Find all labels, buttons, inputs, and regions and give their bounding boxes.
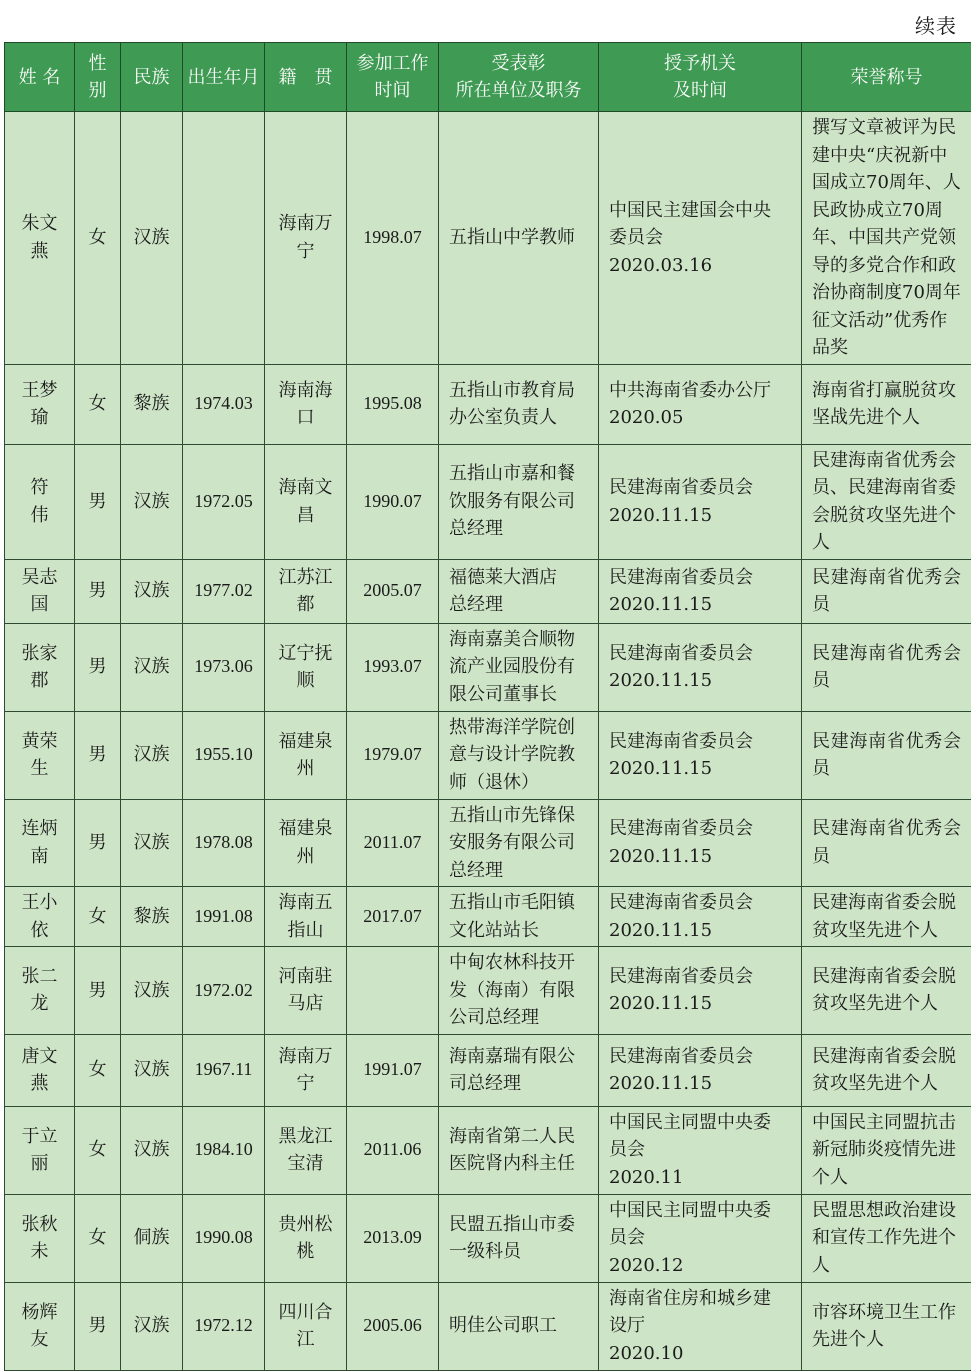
cell-line: 设厅 (609, 1315, 645, 1337)
cell-native-place: 河南驻马店 (265, 947, 347, 1035)
cell-line: 海南嘉美合顺物 (449, 628, 575, 650)
cell-authority (599, 1282, 802, 1370)
cell-authority (599, 1106, 802, 1194)
cell-line: 2020.11.15 (609, 919, 713, 941)
cell-line: 师（退休） (449, 771, 539, 793)
cell-line: 民建海南省委员会 (609, 965, 753, 987)
cell-ethnicity: 汉族 (121, 623, 183, 711)
cell-work-start: 2017.07 (347, 887, 439, 947)
cell-gender: 男 (75, 559, 121, 623)
cell-line: 民盟思想政治建设 (812, 1199, 956, 1221)
table-row (5, 887, 971, 947)
cell-birth: 1972.05 (183, 444, 265, 559)
cell-name: 黄荣生 (5, 711, 75, 799)
cell-unit-position (439, 1106, 599, 1194)
cell-line: 征文活动”优秀作 (812, 309, 948, 331)
table-row (5, 559, 971, 623)
header-line: 籍 贯 (278, 66, 333, 88)
cell-work-start: 1995.08 (347, 364, 439, 444)
cell-line: 贫攻坚先进个人 (812, 993, 938, 1015)
cell-work-start: 1993.07 (347, 623, 439, 711)
cell-ethnicity: 汉族 (121, 444, 183, 559)
cell-line: 2020.11.15 (609, 845, 713, 867)
cell-name: 张二龙 (5, 947, 75, 1035)
cell-honor (802, 364, 971, 444)
header-line: 姓 名 (18, 66, 61, 88)
cell-line: 国成立70周年、人 (812, 172, 961, 193)
table-row (5, 711, 971, 799)
header-unit_position (439, 43, 599, 112)
cell-line: 民建海南省委员会 (609, 1045, 753, 1067)
cell-gender: 男 (75, 1282, 121, 1370)
cell-line: 民建海南省委员会 (609, 566, 753, 588)
cell-line: 安服务有限公司 (449, 832, 575, 853)
cell-line: 新冠肺炎疫情先进 (812, 1139, 956, 1161)
cell-line: 民建海南省委会脱 (812, 965, 956, 987)
header-line: 及时间 (673, 80, 727, 101)
cell-ethnicity: 汉族 (121, 947, 183, 1035)
header-line: 荣誉称号 (850, 66, 923, 88)
header-line: 别 (88, 80, 107, 101)
cell-name: 连炳南 (5, 799, 75, 887)
cell-authority (599, 799, 802, 887)
cell-line: 人 (812, 1254, 830, 1276)
cell-line: 五指山市嘉和餐 (449, 463, 575, 485)
cell-gender: 女 (75, 887, 121, 947)
cell-line: 贫攻坚先进个人 (812, 1073, 938, 1094)
cell-line: 2020.12 (609, 1254, 684, 1276)
cell-gender: 男 (75, 711, 121, 799)
cell-honor (802, 1106, 971, 1194)
cell-line: 2020.11.15 (609, 993, 713, 1015)
cell-authority (599, 1034, 802, 1106)
cell-birth: 1967.11 (183, 1034, 265, 1106)
cell-line: 2020.11.15 (609, 594, 713, 615)
cell-line: 饮服务有限公司 (449, 490, 575, 512)
cell-line: 员会 (609, 1227, 645, 1249)
cell-line: 海南嘉瑞有限公 (449, 1045, 575, 1067)
cell-honor (802, 711, 971, 799)
header-line: 出生年月 (187, 66, 260, 88)
cell-authority (599, 559, 802, 623)
cell-native-place: 贵州松桃 (265, 1194, 347, 1282)
cell-honor (802, 1282, 971, 1370)
cell-line: 中国民主同盟抗击 (812, 1111, 956, 1133)
cell-line: 总经理 (449, 518, 503, 540)
cell-name: 杨辉友 (5, 1282, 75, 1370)
header-native_place (265, 43, 347, 112)
table-row (5, 623, 971, 711)
cell-honor (802, 444, 971, 559)
cell-native-place: 海南文昌 (265, 444, 347, 559)
cell-native-place: 江苏江都 (265, 559, 347, 623)
cell-honor (802, 947, 971, 1035)
cell-line: 民建海南省委员会 (609, 818, 753, 840)
continued-label: 续表 (915, 14, 957, 38)
cell-name: 王梦瑜 (5, 364, 75, 444)
cell-name: 于立丽 (5, 1106, 75, 1194)
cell-honor (802, 1194, 971, 1282)
cell-line: 个人 (812, 1166, 848, 1188)
cell-line: 2020.10 (609, 1342, 684, 1364)
cell-honor (802, 1034, 971, 1106)
cell-ethnicity: 汉族 (121, 711, 183, 799)
cell-line: 2020.11.15 (609, 504, 713, 526)
cell-name: 张秋未 (5, 1194, 75, 1282)
cell-ethnicity: 黎族 (121, 364, 183, 444)
cell-line: 司总经理 (449, 1073, 521, 1094)
cell-name: 张家郡 (5, 623, 75, 711)
cell-native-place: 福建泉州 (265, 711, 347, 799)
table-row (5, 799, 971, 887)
header-gender (75, 43, 121, 112)
cell-unit-position (439, 112, 599, 365)
cell-line: 和宣传工作先进个 (812, 1227, 956, 1249)
cell-line: 民建海南省委员会 (609, 892, 753, 913)
cell-birth: 1972.02 (183, 947, 265, 1035)
cell-work-start: 2005.06 (347, 1282, 439, 1370)
cell-line: 五指山中学教师 (449, 227, 575, 248)
cell-honor (802, 623, 971, 711)
cell-line: 流产业园股份有 (449, 656, 575, 678)
cell-line: 建中央“庆祝新中 (812, 144, 948, 166)
cell-line: 年、中国共产党领 (812, 227, 956, 248)
cell-authority (599, 887, 802, 947)
cell-name: 符 伟 (5, 444, 75, 559)
cell-gender: 男 (75, 623, 121, 711)
cell-birth: 1977.02 (183, 559, 265, 623)
cell-line: 贫攻坚先进个人 (812, 919, 938, 941)
cell-line: 文化站站长 (449, 919, 539, 941)
cell-line: 中国民主同盟中央委 (609, 1111, 771, 1133)
cell-birth: 1955.10 (183, 711, 265, 799)
cell-gender: 女 (75, 1034, 121, 1106)
cell-work-start: 1991.07 (347, 1034, 439, 1106)
cell-line: 委员会 (609, 227, 663, 248)
cell-line: 海南省打赢脱贫攻 (812, 379, 956, 401)
header-ethnicity (121, 43, 183, 112)
header-line: 时间 (374, 80, 411, 101)
cell-ethnicity: 汉族 (121, 1034, 183, 1106)
cell-line: 导的多党合作和政 (812, 254, 956, 276)
cell-native-place: 海南万宁 (265, 112, 347, 365)
cell-gender: 男 (75, 947, 121, 1035)
table-header (5, 43, 971, 112)
cell-line: 五指山市毛阳镇 (449, 892, 575, 913)
cell-authority (599, 1194, 802, 1282)
cell-name: 朱文燕 (5, 112, 75, 365)
cell-line: 办公室负责人 (449, 407, 557, 428)
cell-name: 吴志国 (5, 559, 75, 623)
cell-line: 2020.05 (609, 407, 684, 428)
header-line: 所在单位及职务 (455, 80, 582, 101)
cell-line: 发（海南）有限 (449, 979, 575, 1001)
cell-unit-position (439, 444, 599, 559)
cell-line: 2020.11.15 (609, 1073, 713, 1094)
cell-unit-position (439, 364, 599, 444)
cell-unit-position (439, 1194, 599, 1282)
cell-birth: 1984.10 (183, 1106, 265, 1194)
cell-line: 海南省第二人民 (449, 1125, 575, 1147)
cell-line: 民建海南省委员会 (609, 477, 753, 498)
cell-ethnicity: 汉族 (121, 1282, 183, 1370)
header-birth (183, 43, 265, 112)
cell-line: 品奖 (812, 337, 848, 358)
cell-unit-position (439, 1282, 599, 1370)
cell-birth: 1972.12 (183, 1282, 265, 1370)
cell-authority (599, 444, 802, 559)
honors-table (4, 42, 971, 1371)
cell-line: 人 (812, 532, 830, 553)
cell-line: 中甸农林科技开 (449, 952, 575, 973)
cell-line: 明佳公司职工 (449, 1315, 557, 1337)
cell-line: 员、民建海南省委 (812, 477, 956, 498)
cell-unit-position (439, 711, 599, 799)
cell-unit-position (439, 623, 599, 711)
table-row (5, 1194, 971, 1282)
cell-line: 民建海南省优秀会员 (812, 566, 961, 615)
cell-work-start: 1979.07 (347, 711, 439, 799)
cell-native-place: 海南五指山 (265, 887, 347, 947)
cell-line: 先进个人 (812, 1329, 884, 1350)
cell-unit-position (439, 559, 599, 623)
cell-line: 民建海南省委会脱 (812, 1045, 956, 1067)
table-row (5, 1106, 971, 1194)
cell-authority (599, 623, 802, 711)
cell-line: 2020.11.15 (609, 758, 713, 779)
cell-native-place: 福建泉州 (265, 799, 347, 887)
cell-line: 民建海南省委员会 (609, 642, 753, 664)
cell-ethnicity: 汉族 (121, 799, 183, 887)
cell-line: 五指山市先锋保 (449, 804, 575, 826)
cell-line: 中共海南省委办公厅 (609, 379, 771, 401)
cell-line: 市容环境卫生工作 (812, 1301, 956, 1323)
cell-line: 公司总经理 (449, 1007, 539, 1028)
cell-line: 海南省住房和城乡建 (609, 1287, 771, 1309)
cell-gender: 女 (75, 1194, 121, 1282)
cell-line: 撰写文章被评为民 (812, 117, 956, 138)
header-work_start (347, 43, 439, 112)
cell-work-start (347, 947, 439, 1035)
table-row (5, 444, 971, 559)
header-line: 参加工作 (356, 53, 429, 74)
cell-line: 中国民主同盟中央委 (609, 1199, 771, 1221)
cell-birth (183, 112, 265, 365)
cell-line: 民政协成立70周 (812, 199, 943, 221)
cell-line: 治协商制度70周年 (812, 282, 961, 303)
cell-line: 2020.11 (609, 1166, 684, 1188)
cell-birth: 1973.06 (183, 623, 265, 711)
cell-line: 医院肾内科主任 (449, 1153, 575, 1174)
cell-gender: 男 (75, 799, 121, 887)
header-authority (599, 43, 802, 112)
header-honor (802, 43, 971, 112)
cell-work-start: 2011.06 (347, 1106, 439, 1194)
cell-honor (802, 887, 971, 947)
cell-gender: 女 (75, 364, 121, 444)
cell-birth: 1990.08 (183, 1194, 265, 1282)
table-row (5, 1034, 971, 1106)
header-line: 性 (88, 53, 107, 74)
cell-authority (599, 112, 802, 365)
cell-gender: 女 (75, 1106, 121, 1194)
cell-birth: 1991.08 (183, 887, 265, 947)
cell-line: 民建海南省优秀会 (812, 449, 956, 471)
table-body (5, 112, 971, 1371)
cell-line: 2020.03.16 (609, 254, 713, 276)
cell-name: 唐文燕 (5, 1034, 75, 1106)
cell-native-place: 辽宁抚顺 (265, 623, 347, 711)
cell-work-start: 1990.07 (347, 444, 439, 559)
cell-unit-position (439, 1034, 599, 1106)
cell-authority (599, 711, 802, 799)
cell-line: 五指山市教育局 (449, 379, 575, 401)
cell-line: 意与设计学院教 (449, 744, 575, 766)
cell-line: 民建海南省委员会 (609, 730, 753, 752)
cell-ethnicity: 黎族 (121, 887, 183, 947)
cell-line: 总经理 (449, 594, 503, 615)
cell-authority (599, 947, 802, 1035)
table-row (5, 947, 971, 1035)
header-line: 民族 (133, 66, 170, 88)
cell-work-start: 1998.07 (347, 112, 439, 365)
cell-line: 民建海南省委会脱 (812, 892, 956, 913)
header-line: 受表彰 (491, 53, 546, 74)
cell-line: 会脱贫攻坚先进个 (812, 504, 956, 526)
cell-gender: 女 (75, 112, 121, 365)
cell-gender: 男 (75, 444, 121, 559)
cell-line: 民建海南省优秀会员 (812, 642, 961, 691)
cell-line: 热带海洋学院创 (449, 716, 575, 738)
cell-line: 福德莱大酒店 (449, 566, 557, 588)
cell-line: 限公司董事长 (449, 683, 557, 705)
cell-native-place: 海南万宁 (265, 1034, 347, 1106)
cell-unit-position (439, 947, 599, 1035)
table-row (5, 364, 971, 444)
header-row (5, 43, 971, 112)
cell-unit-position (439, 887, 599, 947)
cell-birth: 1978.08 (183, 799, 265, 887)
cell-line: 总经理 (449, 859, 503, 881)
cell-honor (802, 112, 971, 365)
cell-line: 员会 (609, 1139, 645, 1161)
header-line: 授予机关 (664, 53, 736, 74)
table-row (5, 112, 971, 365)
cell-line: 2020.11.15 (609, 670, 713, 691)
cell-native-place: 黑龙江宝清 (265, 1106, 347, 1194)
cell-authority (599, 364, 802, 444)
cell-line: 民建海南省优秀会员 (812, 730, 961, 779)
cell-native-place: 四川合江 (265, 1282, 347, 1370)
table-row (5, 1282, 971, 1370)
cell-ethnicity: 汉族 (121, 1106, 183, 1194)
cell-line: 民盟五指山市委 (449, 1213, 575, 1235)
cell-line: 坚战先进个人 (812, 407, 920, 428)
cell-line: 一级科员 (449, 1241, 521, 1262)
cell-honor (802, 559, 971, 623)
cell-line: 民建海南省优秀会员 (812, 818, 961, 867)
cell-work-start: 2013.09 (347, 1194, 439, 1282)
cell-ethnicity: 汉族 (121, 559, 183, 623)
cell-ethnicity: 汉族 (121, 112, 183, 365)
header-name (5, 43, 75, 112)
cell-work-start: 2011.07 (347, 799, 439, 887)
cell-honor (802, 799, 971, 887)
cell-unit-position (439, 799, 599, 887)
cell-birth: 1974.03 (183, 364, 265, 444)
cell-line: 中国民主建国会中央 (609, 199, 771, 221)
cell-work-start: 2005.07 (347, 559, 439, 623)
cell-native-place: 海南海口 (265, 364, 347, 444)
cell-ethnicity: 侗族 (121, 1194, 183, 1282)
cell-name: 王小依 (5, 887, 75, 947)
